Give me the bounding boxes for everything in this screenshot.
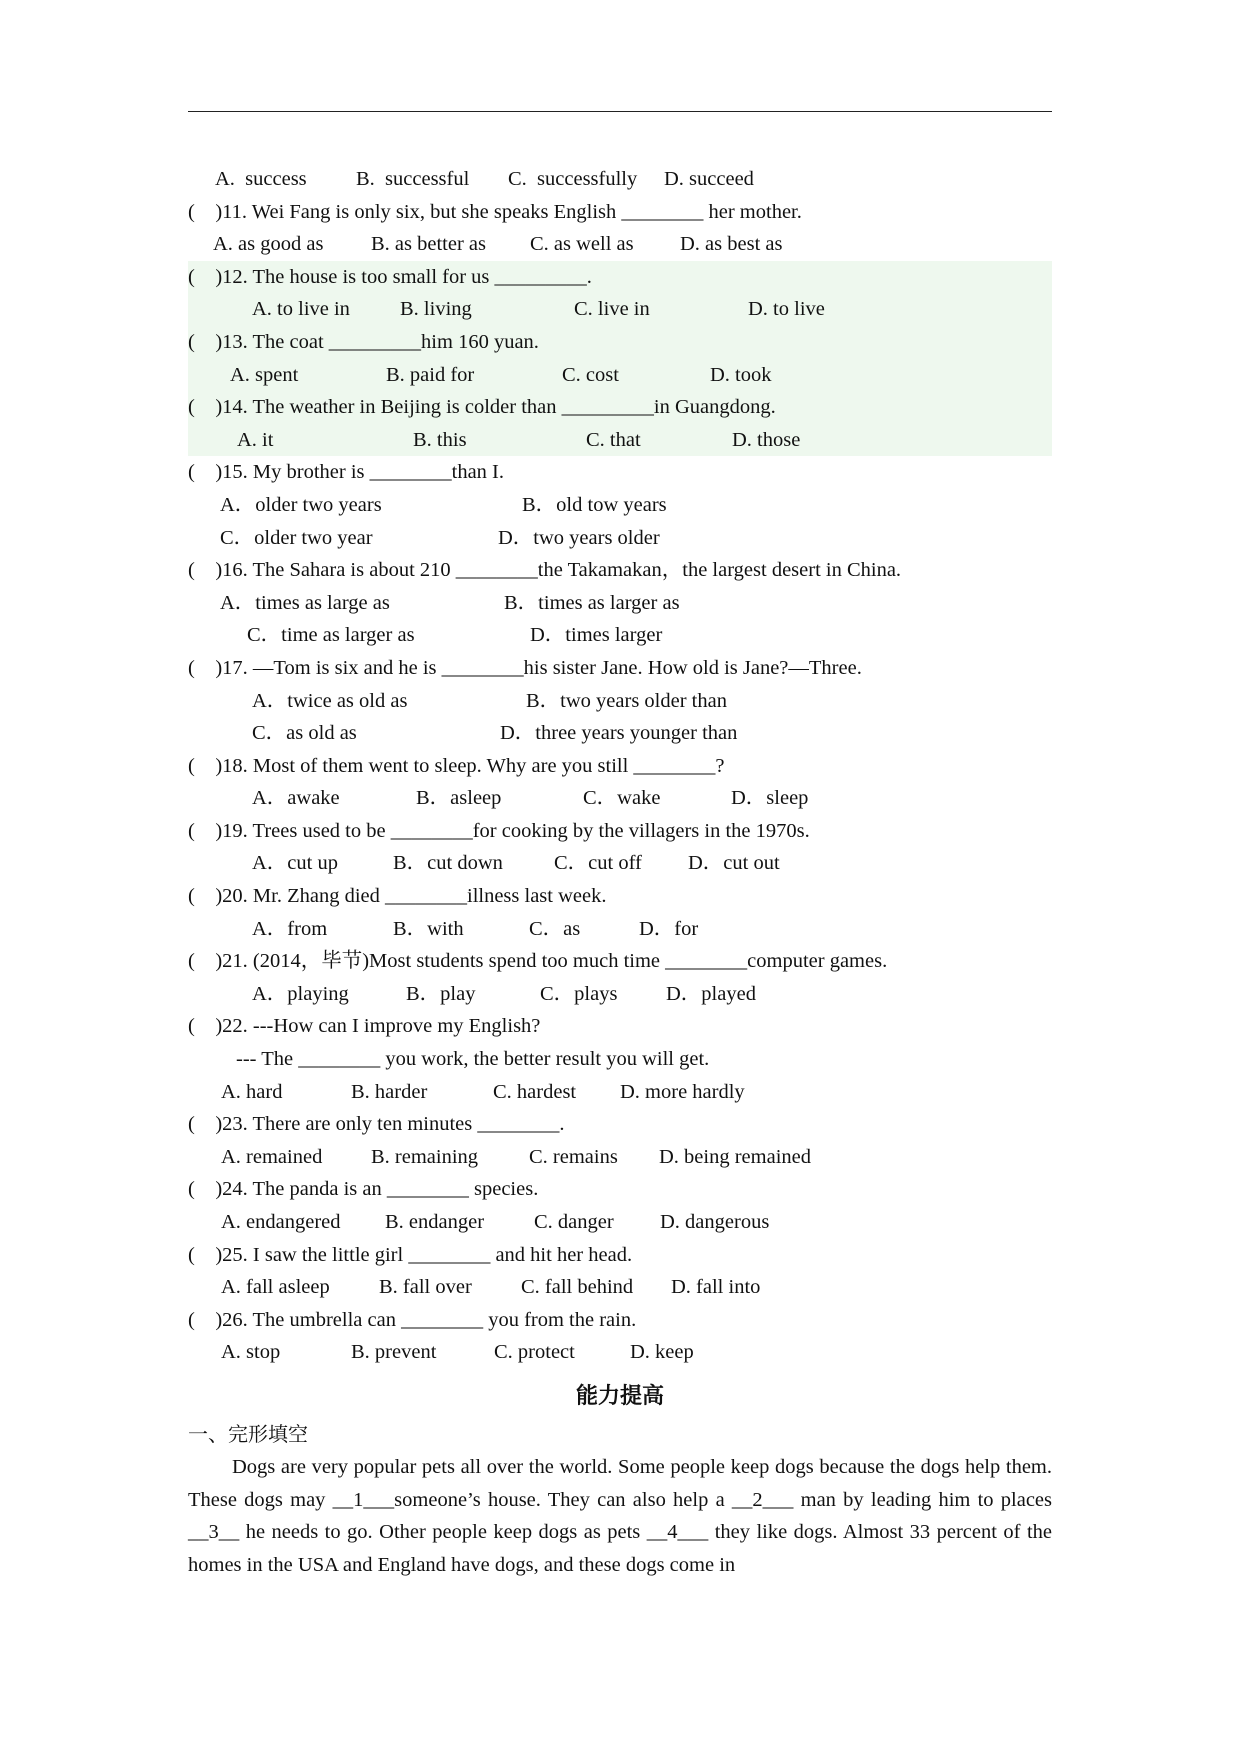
option: C．cut off (554, 852, 642, 875)
option: D．for (639, 917, 699, 940)
question-stem: ( )16. The Sahara is about 210 ________the Takamakan，the largest desert in China. (188, 559, 902, 582)
question-stem: ( )21. (2014，毕节)Most students spend too much time ________computer games. (188, 950, 888, 973)
option: C．plays (540, 982, 618, 1005)
option: A．older two years (220, 493, 382, 516)
question-options (188, 489, 1052, 522)
question-options (188, 522, 1052, 555)
option: C. as well as (530, 233, 634, 256)
question-stem: ( )24. The panda is an ________ species. (188, 1178, 539, 1201)
q10-options (188, 163, 1052, 196)
question-options (188, 587, 1052, 620)
option: A．twice as old as (252, 689, 408, 712)
option: D．cut out (688, 852, 780, 875)
option: A. remained (221, 1145, 323, 1168)
option: B．times as larger as (504, 591, 680, 614)
option: B．asleep (416, 787, 502, 810)
question-options (188, 1076, 1052, 1109)
question-options (188, 782, 1052, 815)
question-stem: ( )25. I saw the little girl ________ and hit her head. (188, 1243, 633, 1266)
question-options (188, 293, 1052, 326)
question-options (188, 1271, 1052, 1304)
option: C. fall behind (521, 1276, 634, 1299)
option: A．playing (252, 982, 349, 1005)
question-options (188, 228, 1052, 261)
option: B．play (406, 982, 476, 1005)
question-options (188, 1206, 1052, 1239)
question-stem: ( )26. The umbrella can ________ you from the rain. (188, 1308, 637, 1331)
option: B. prevent (351, 1341, 437, 1364)
option: C．time as larger as (247, 624, 415, 647)
option: B. remaining (371, 1145, 479, 1168)
question-stem: ( )14. The weather in Beijing is colder than _________in Guangdong. (188, 396, 776, 419)
option: C. hardest (493, 1080, 577, 1103)
question-options (188, 913, 1052, 946)
question-stem: ( )11. Wei Fang is only six, but she speaks English ________ her mother. (188, 200, 802, 223)
question-stem: ( )20. Mr. Zhang died ________illness last week. (188, 885, 607, 908)
highlighted-block (188, 261, 1052, 457)
option: A．times as large as (220, 591, 390, 614)
option: D. more hardly (620, 1080, 745, 1103)
option: D. succeed (664, 168, 754, 190)
option: B. as better as (371, 233, 486, 256)
worksheet (188, 163, 1052, 1581)
option: C. successfully (508, 168, 638, 190)
option: C．as (529, 917, 581, 940)
cloze-paragraph: Dogs are very popular pets all over the world. Some people keep dogs because the dogs help them. These dogs may __1___someone’s house. They can also help a __2___ man by leading him to places __3__ he needs to go. Other people keep dogs as pets __4___ they like dogs. Almost 33 percent of the homes in the USA and England have dogs, and these dogs come in (188, 1455, 1052, 1576)
option: A. it (237, 428, 274, 451)
question-options (188, 1141, 1052, 1174)
option: B. living (400, 298, 472, 321)
option: D．two years older (498, 526, 660, 549)
question-options (188, 978, 1052, 1011)
option: C. that (586, 428, 641, 451)
question-options (188, 359, 1052, 392)
option: D. dangerous (660, 1211, 770, 1233)
option: C. protect (494, 1341, 575, 1364)
question-stem: ( )15. My brother is ________than I. (188, 461, 504, 484)
subsection-title: 一、完形填空 (188, 1421, 308, 1446)
option: C. danger (534, 1211, 614, 1233)
question-stem: ( )13. The coat _________him 160 yuan. (188, 330, 539, 353)
question-options (188, 847, 1052, 880)
question-options (188, 717, 1052, 750)
option: C．wake (583, 787, 661, 810)
option: B．with (393, 917, 464, 940)
option: D．times larger (530, 624, 663, 647)
option: D. as best as (680, 233, 783, 256)
option: B．old tow years (522, 493, 667, 516)
option: D. those (732, 428, 801, 451)
option: B. successful (356, 168, 470, 190)
option: C. live in (574, 298, 650, 321)
option: B. endanger (385, 1211, 485, 1233)
header-rule (188, 111, 1052, 112)
option: B．cut down (393, 852, 503, 875)
option: A. fall asleep (221, 1276, 330, 1299)
question-stem: ( )17. —Tom is six and he is ________his sister Jane. How old is Jane?—Three. (188, 656, 862, 679)
question-options (188, 685, 1052, 718)
question-stem: ( )22. ---How can I improve my English? (188, 1015, 541, 1038)
question-stem-continued: --- The ________ you work, the better result you will get. (236, 1048, 710, 1071)
option: A. stop (221, 1341, 281, 1364)
option: B．two years older than (526, 689, 727, 712)
question-options (188, 1336, 1052, 1369)
option: D．sleep (731, 787, 809, 810)
option: A. as good as (213, 233, 324, 256)
question-options (188, 424, 1052, 457)
option: A. spent (230, 363, 299, 386)
question-stem: ( )19. Trees used to be ________for cooking by the villagers in the 1970s. (188, 819, 810, 842)
option: C. remains (529, 1145, 618, 1168)
option: A. endangered (221, 1211, 341, 1233)
option: B. paid for (386, 363, 475, 386)
option: D．played (666, 982, 756, 1005)
option: B. harder (351, 1080, 428, 1103)
option: A．cut up (252, 852, 338, 875)
question-options (188, 619, 1052, 652)
option: D. fall into (671, 1276, 761, 1299)
option: D. being remained (659, 1145, 811, 1168)
option: A. to live in (252, 298, 350, 321)
option: B. fall over (379, 1276, 472, 1299)
option: A. success (215, 168, 307, 190)
option: A. hard (221, 1080, 283, 1103)
option: B. this (413, 428, 467, 451)
question-stem: ( )23. There are only ten minutes ________. (188, 1113, 565, 1136)
question-stem: ( )18. Most of them went to sleep. Why are you still ________? (188, 754, 725, 777)
option: C．as old as (252, 722, 357, 745)
question-stem: ( )12. The house is too small for us _________. (188, 265, 592, 288)
option: C. cost (562, 363, 619, 386)
option: A．from (252, 917, 328, 940)
option: D. to live (748, 298, 825, 321)
section-title: 能力提高 (575, 1383, 664, 1409)
option: D. keep (630, 1341, 694, 1364)
option: D. took (710, 363, 772, 386)
option: C．older two year (220, 526, 373, 549)
option: D．three years younger than (500, 722, 738, 745)
option: A．awake (252, 787, 340, 810)
